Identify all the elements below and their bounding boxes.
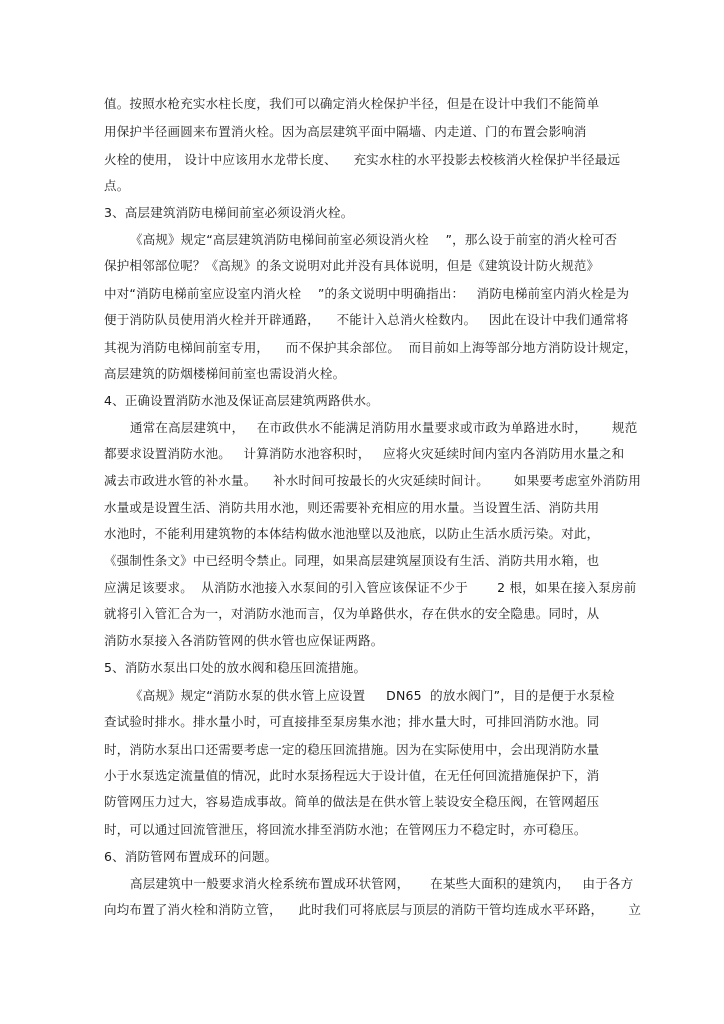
paragraph-line: 点。 [104, 178, 130, 193]
paragraph-line: 应满足该要求。 从消防水池接入水泵间的引入管应该保证不少于 2 根，如果在接入泵房前 [104, 580, 637, 595]
paragraph-line: 防管网压力过大，容易造成事故。简单的做法是在供水管上装设安全稳压阀，在管网超压 [104, 794, 600, 809]
section-heading: 3、高层建筑消防电梯间前室必须设消火栓。 [104, 205, 354, 220]
paragraph-line: 就将引入管汇合为一，对消防水池而言，仅为单路供水，存在供水的安全隐患。同时，从 [104, 606, 600, 621]
paragraph-line: 通常在高层建筑中， 在市政供水不能满足消防用水量要求或市政为单路进水时， 规范 [130, 420, 638, 435]
paragraph-line: 中对“消防电梯前室应设室内消火栓 ”的条文说明中明确指出： 消防电梯前室内消火栓是为 [104, 286, 630, 301]
paragraph-line: 时，可以通过回流管泄压，将回流水排至消防水池；在管网压力不稳定时，亦可稳压。 [104, 822, 587, 837]
paragraph-line: 《高规》规定“消防水泵的供水管上应设置 DN65 的放水阀门”，目的是便于水泵检 [130, 688, 615, 703]
paragraph-line: 用保护半径画圆来布置消火栓。因为高层建筑平面中隔墙、内走道、门的布置会影响消 [104, 124, 587, 139]
paragraph-line: 值。按照水枪充实水柱长度，我们可以确定消火栓保护半径，但是在设计中我们不能简单 [104, 96, 600, 111]
paragraph-line: 保护相邻部位呢？《高规》的条文说明对此并没有具体说明，但是《建筑设计防火规范》 [104, 258, 600, 273]
paragraph-line: 消防水泵接入各消防管网的供水管也应保证两路。 [104, 633, 384, 648]
paragraph-line: 时，消防水泵出口还需要考虑一定的稳压回流措施。因为在实际使用中，会出现消防水量 [104, 742, 600, 757]
paragraph-line: 高层建筑中一般要求消火栓系统布置成环状管网， 在某些大面积的建筑内， 由于各方 [130, 876, 634, 891]
section-heading: 6、消防管网布置成环的问题。 [104, 849, 278, 864]
paragraph-line: 小于水泵选定流量值的情况，此时水泵扬程远大于设计值，在无任何回流措施保护下，消 [104, 768, 600, 783]
paragraph-line: 水池时，不能利用建筑物的本体结构做水池池壁以及池底，以防止生活水质污染。对此， [104, 526, 600, 541]
paragraph-line: 高层建筑的防烟楼梯间前室也需设消火栓。 [104, 366, 346, 381]
paragraph-line: 《强制性条文》中已经明令禁止。同理，如果高层建筑屋顶设有生活、消防共用水箱，也 [104, 553, 600, 568]
paragraph-line: 火栓的使用， 设计中应该用水龙带长度、 充实水柱的水平投影去校核消火栓保护半径最远 [104, 152, 621, 167]
section-heading: 4、正确设置消防水池及保证高层建筑两路供水。 [104, 393, 379, 408]
paragraph-line: 减去市政进水管的补水量。 补水时间可按最长的火灾延续时间计。 如果要考虑室外消防用 [104, 473, 642, 488]
paragraph-line: 向均布置了消火栓和消防立管， 此时我们可将底层与顶层的消防干管均连成水平环路， 立 [104, 902, 642, 917]
paragraph-line: 水量或是设置生活、消防共用水池，则还需要补充相应的用水量。当设置生活、消防共用 [104, 500, 600, 515]
paragraph-line: 都要求设置消防水池。 计算消防水池容积时， 应将火灾延续时间内室内各消防用水量之和 [104, 446, 625, 461]
paragraph-line: 便于消防队员使用消火栓并开辟通路， 不能计入总消火栓数内。 因此在设计中我们通常将 [104, 312, 629, 327]
section-heading: 5、消防水泵出口处的放水阀和稳压回流措施。 [104, 660, 367, 675]
paragraph-line: 其视为消防电梯间前室专用， 而不保护其余部位。 而目前如上海等部分地方消防设计规定， [104, 340, 638, 355]
paragraph-line: 《高规》规定“高层建筑消防电梯间前室必须设消火栓 ”，那么设于前室的消火栓可否 [130, 232, 618, 247]
paragraph-line: 查试验时排水。排水量小时，可直接排至泵房集水池；排水量大时，可排回消防水池。同 [104, 714, 600, 729]
